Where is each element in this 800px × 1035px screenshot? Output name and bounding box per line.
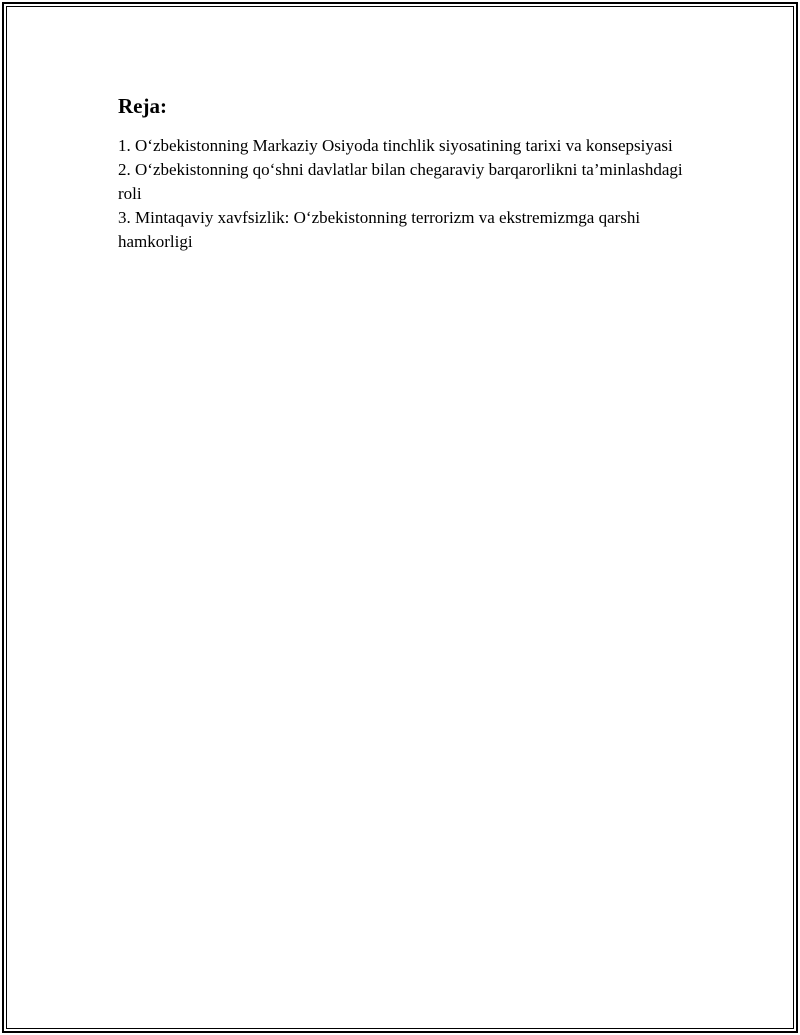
plan-item-3: 3. Mintaqaviy xavfsizlik: O‘zbekistonning terrorizm va ekstremizmga qarshi hamkorligi [118, 208, 641, 251]
plan-list [118, 134, 698, 254]
plan-item-1: 1. O‘zbekistonning Markaziy Osiyoda tinchlik siyosatining tarixi va konsepsiyasi [118, 136, 673, 155]
plan-item-2: 2. O‘zbekistonning qo‘shni davlatlar bilan chegaraviy barqarorlikni ta’minlashdagi roli [118, 160, 683, 203]
plan-heading: Reja: [118, 94, 167, 118]
document-content [118, 93, 698, 254]
